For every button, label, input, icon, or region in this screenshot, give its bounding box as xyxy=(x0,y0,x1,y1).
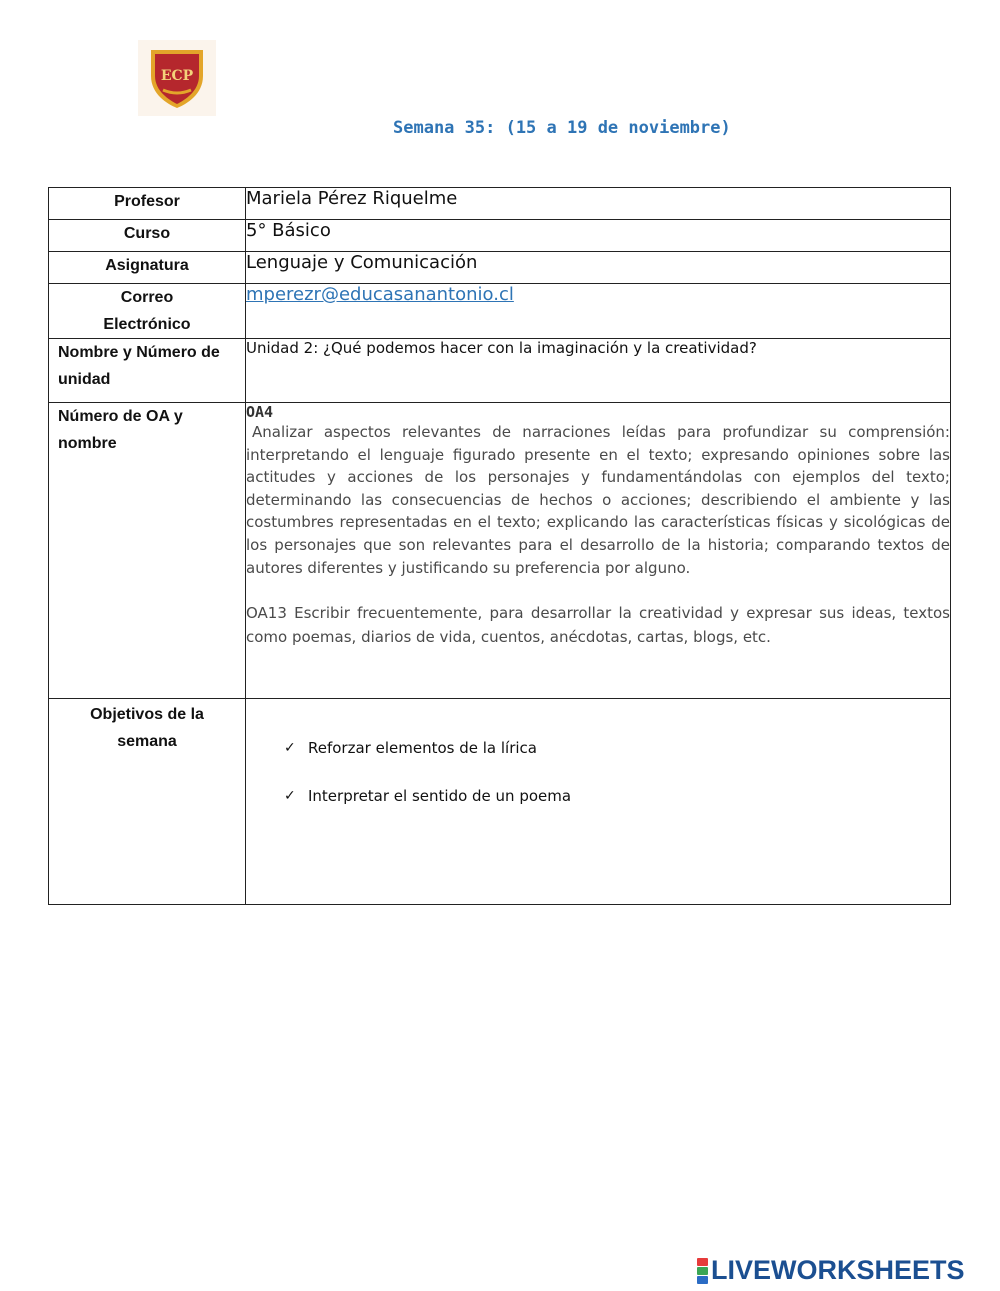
list-item xyxy=(284,787,950,805)
objective-text: Interpretar el sentido de un poema xyxy=(308,787,572,805)
value-asignatura: Lenguaje y Comunicación xyxy=(246,252,951,284)
brand-text: LIVEWORKSHEETS xyxy=(711,1255,965,1285)
shield-icon xyxy=(147,46,207,110)
row-oa xyxy=(49,403,951,699)
row-profesor xyxy=(49,188,951,220)
logo-lettering: ECP xyxy=(160,68,194,84)
row-curso xyxy=(49,220,951,252)
checkmark-icon: ✓ xyxy=(284,788,296,804)
value-objetivos xyxy=(246,699,951,905)
objective-text: Reforzar elementos de la lírica xyxy=(308,739,537,757)
liveworksheets-icon xyxy=(697,1258,708,1284)
row-unidad xyxy=(49,339,951,403)
label-correo-line1: Correo xyxy=(120,289,174,306)
value-curso: 5° Básico xyxy=(246,220,951,252)
label-asignatura: Asignatura xyxy=(49,252,246,284)
school-logo xyxy=(138,40,216,116)
label-oa: Número de OA y nombre xyxy=(49,403,246,699)
row-asignatura xyxy=(49,252,951,284)
label-objetivos xyxy=(49,699,246,905)
list-item xyxy=(284,739,950,757)
label-profesor: Profesor xyxy=(49,188,246,220)
info-table xyxy=(48,187,951,905)
oa4-text: Analizar aspectos relevantes de narraciones leídas para profundizar su comprensión: interpretando el lenguaje figurado presente en el texto; expresando opiniones sobre las actitudes y acciones de los personajes y fundamentándolas con ejemplos del texto; determinando las consecuencias de hechos o acciones; describiendo el ambiente y las costumbres representadas en el texto; explicando las características físicas y sicológicas de los personajes que son relevantes para el desarrollo de la historia; comparando textos de autores diferentes y justificando su preferencia por alguno. xyxy=(246,423,950,577)
objectives-list xyxy=(246,739,950,805)
checkmark-icon: ✓ xyxy=(284,740,296,756)
label-correo-line2: Electrónico xyxy=(103,316,191,333)
label-unidad: Nombre y Número de unidad xyxy=(49,339,246,403)
label-objetivos-line1: Objetivos de la xyxy=(90,706,204,723)
page-title: Semana 35: (15 a 19 de noviembre) xyxy=(393,118,731,138)
label-objetivos-line2: semana xyxy=(117,733,177,750)
value-oa xyxy=(246,403,951,699)
oa13-text: OA13 Escribir frecuentemente, para desarrollar la creatividad y expresar sus ideas, textos como poemas, diarios de vida, cuentos, anécdotas, cartas, blogs, etc. xyxy=(246,604,950,647)
row-correo xyxy=(49,284,951,339)
row-objetivos xyxy=(49,699,951,905)
email-link[interactable]: mperezr@educasanantonio.cl xyxy=(246,284,514,305)
value-correo xyxy=(246,284,951,339)
label-curso: Curso xyxy=(49,220,246,252)
label-correo xyxy=(49,284,246,339)
value-unidad: Unidad 2: ¿Qué podemos hacer con la imaginación y la creatividad? xyxy=(246,339,951,403)
oa4-title: OA4 xyxy=(246,403,274,421)
liveworksheets-logo xyxy=(697,1255,965,1286)
value-profesor: Mariela Pérez Riquelme xyxy=(246,188,951,220)
